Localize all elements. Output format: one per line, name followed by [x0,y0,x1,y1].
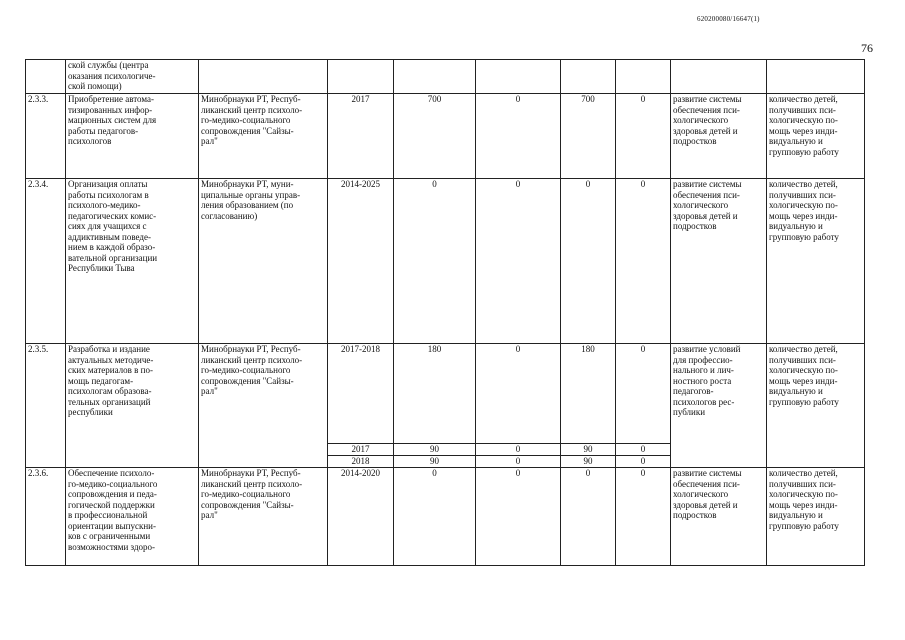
regional-amount: 90 [561,444,616,456]
federal-amount: 0 [476,468,561,566]
row-number: 2.3.6. [26,468,66,566]
total-amount: 90 [394,456,476,468]
table-row [26,60,865,94]
regional-amount: 0 [561,179,616,344]
regional-amount: 700 [561,94,616,179]
other-amount: 0 [616,444,671,456]
other-amount: 0 [616,94,671,179]
other-amount: 0 [616,468,671,566]
federal-amount: 0 [476,444,561,456]
federal-amount: 0 [476,179,561,344]
table-subrow [26,456,865,468]
period: 2017-2018 [328,344,394,444]
total-amount: 0 [394,179,476,344]
row-number: 2.3.3. [26,94,66,179]
program-table [25,59,865,566]
total-amount [394,60,476,94]
executor: Минобрнауки РТ, Респуб- ликанский центр психоло- го-медико-социального сопровождения "Сайзы- рал" [199,94,328,179]
period: 2017 [328,444,394,456]
regional-amount: 0 [561,468,616,566]
period: 2014-2020 [328,468,394,566]
document-code: 620200080/16647(1) [697,15,760,23]
regional-amount: 90 [561,456,616,468]
table-row [26,94,865,179]
executor: Минобрнауки РТ, муни- ципальные органы управ- ления образованием (по согласованию) [199,179,328,344]
total-amount: 90 [394,444,476,456]
period: 2018 [328,456,394,468]
executor: Минобрнауки РТ, Респуб- ликанский центр психоло- го-медико-социального сопровождения "Сайзы- рал" [199,468,328,566]
expected-result: развитие условий для профессио- нального и лич- ностного роста педагогов- психологов рес- публики [671,344,767,444]
indicator: количество детей, получивших пси- хологическую по- мощь через инди- видуальную и групповую работу [767,468,865,566]
indicator [767,60,865,94]
other-amount: 0 [616,456,671,468]
indicator: количество детей, получивших пси- хологическую по- мощь через инди- видуальную и групповую работу [767,344,865,444]
period: 2017 [328,94,394,179]
executor [199,60,328,94]
federal-amount [476,60,561,94]
other-amount [616,60,671,94]
federal-amount: 0 [476,94,561,179]
regional-amount: 180 [561,344,616,444]
table-subrow [26,444,865,456]
other-amount: 0 [616,179,671,344]
total-amount: 700 [394,94,476,179]
regional-amount [561,60,616,94]
indicator: количество детей, получивших пси- хологическую по- мощь через инди- видуальную и групповую работу [767,179,865,344]
measure-name: ской службы (центра оказания психологиче- ской помощи) [66,60,199,94]
page-number: 76 [861,41,873,55]
row-number: 2.3.5. [26,344,66,444]
expected-result: развитие системы обеспечения пси- хологического здоровья детей и подростков [671,179,767,344]
executor: Минобрнауки РТ, Респуб- ликанский центр психоло- го-медико-социального сопровождения "Сайзы- рал" [199,344,328,444]
measure-name: Приобретение автома- тизированных инфор- мационных систем для работы педагогов- психологов [66,94,199,179]
period [328,60,394,94]
expected-result: развитие системы обеспечения пси- хологического здоровья детей и подростков [671,94,767,179]
row-number [26,60,66,94]
other-amount: 0 [616,344,671,444]
period: 2014-2025 [328,179,394,344]
table-row [26,179,865,344]
federal-amount: 0 [476,344,561,444]
total-amount: 180 [394,344,476,444]
federal-amount: 0 [476,456,561,468]
table-row [26,468,865,566]
expected-result: развитие системы обеспечения пси- хологического здоровья детей и подростков [671,468,767,566]
measure-name: Организация оплаты работы психологам в психолого-медико- педагогических комис- сиях для учащихся с аддиктивным поведе- нием в каждой образо- вательной организации Республики Тыва [66,179,199,344]
row-number: 2.3.4. [26,179,66,344]
indicator: количество детей, получивших пси- хологическую по- мощь через инди- видуальную и групповую работу [767,94,865,179]
table-row [26,344,865,444]
total-amount: 0 [394,468,476,566]
expected-result [671,60,767,94]
measure-name: Разработка и издание актуальных методиче- ских материалов в по- мощь педагогам- психологам образова- тельных организаций республики [66,344,199,444]
measure-name: Обеспечение психоло- го-медико-социального сопровождения и педа- гогической поддержки в профессиональной ориентации выпускни- ков с ограниченными возможностями здоро- [66,468,199,566]
